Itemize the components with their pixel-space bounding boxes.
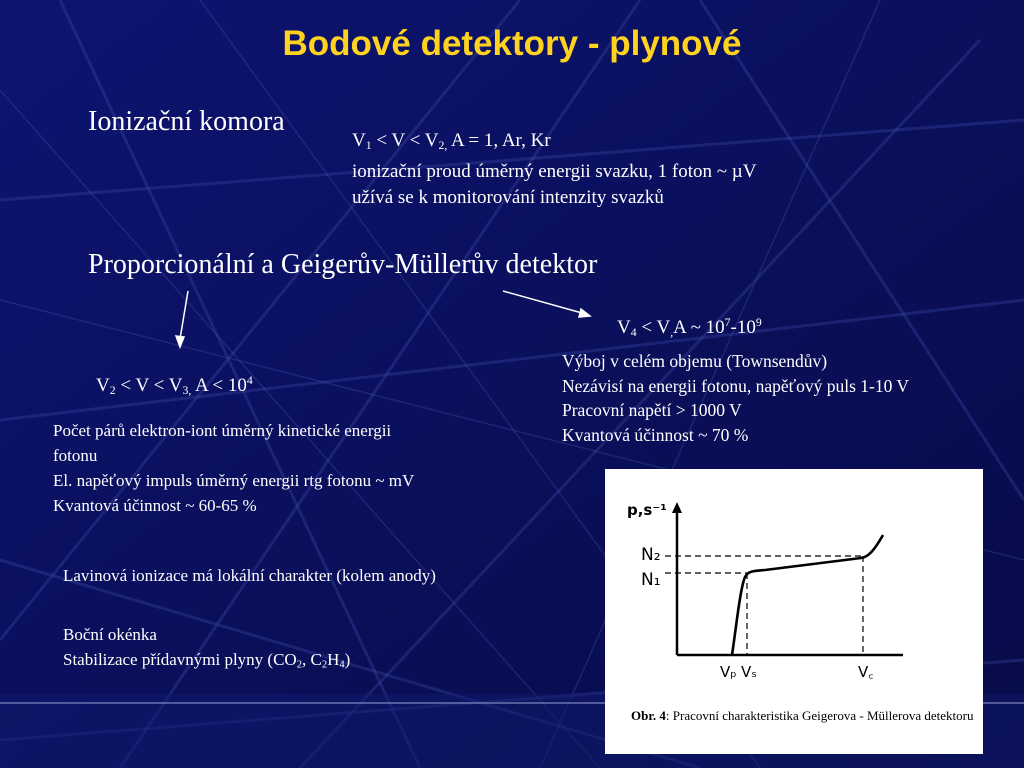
y-axis-arrow <box>672 502 682 513</box>
y-axis-label: p,s⁻¹ <box>627 501 667 519</box>
avalanche-text: Lavinová ionizace má lokální charakter (kolem anody) <box>63 566 436 585</box>
ion-chamber-condition: $V_1 < V < V_{2,}$ A = 1, Ar, Kr <box>352 130 551 152</box>
proportional-property: El. napěťový impuls úměrný energii rtg fotonu ~ mV <box>53 471 415 490</box>
n1-label: N₁ <box>641 570 661 590</box>
characteristic-curve <box>732 535 883 655</box>
proportional-property: Počet párů elektron-iont úměrný kinetické energii <box>53 421 392 440</box>
proportional-property: fotonu <box>53 446 98 465</box>
ion-chamber-usage-text: užívá se k monitorování intenzity svazků <box>352 186 664 208</box>
vs-label: Vₛ <box>741 663 757 681</box>
ion-chamber-heading: Ionizační komora <box>88 106 285 137</box>
vp-label: Vₚ <box>720 663 737 681</box>
arrow-to-gm <box>503 291 582 313</box>
arrow-head-gm <box>579 309 590 317</box>
side-windows-text: Boční okénka <box>63 625 157 644</box>
gm-property: Nezávisí na energii fotonu, napěťový puls 1-10 V <box>562 375 910 396</box>
arrow-head-proportional <box>176 336 184 347</box>
windows-stabilization <box>63 622 350 678</box>
arrow-to-proportional <box>180 291 188 339</box>
proportional-properties <box>53 418 414 518</box>
gm-property: Výboj v celém objemu (Townsendův) <box>562 351 828 371</box>
prop-gm-heading: Proporcionální a Geigerův-Müllerův detektor <box>88 249 598 280</box>
gm-properties <box>562 349 909 447</box>
vc-label: V꜀ <box>858 663 874 681</box>
gm-property: Kvantová účinnost ~ 70 % <box>562 424 749 445</box>
page-title: Bodové detektory - plynové <box>282 24 742 63</box>
figure-caption: Obr. 4: Pracovní charakteristika Geigerova - Müllerova detektoru <box>631 708 974 723</box>
gm-property: Pracovní napětí > 1000 V <box>562 400 742 420</box>
stabilization-text: Stabilizace přídavnými plyny ($CO_2$, $C_2H_4$) <box>63 650 351 671</box>
gm-condition: $V_4 < V_,A$ ~ $10^7-10^9$ <box>617 316 762 339</box>
gm-characteristic-figure <box>605 469 983 754</box>
proportional-condition: $V_2 < V < V_{3,}$ $A < 10^4$ <box>96 374 253 397</box>
n2-label: N₂ <box>641 545 661 565</box>
ion-chamber-current-text: ionizační proud úměrný energii svazku, 1 foton ~ µV <box>352 160 757 182</box>
proportional-property: Kvantová účinnost ~ 60-65 % <box>53 496 257 515</box>
